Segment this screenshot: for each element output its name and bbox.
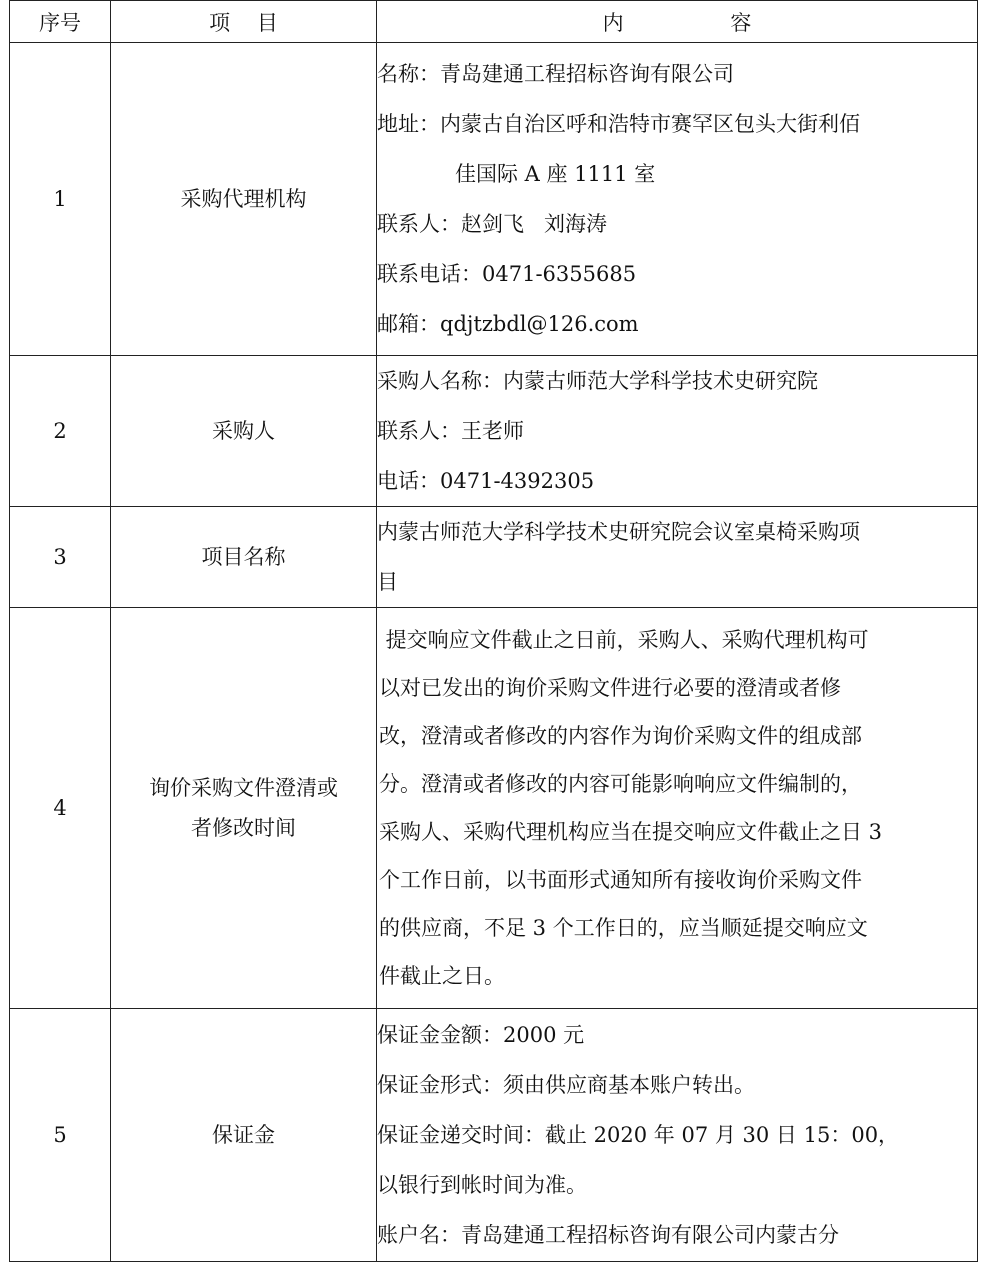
row-number: 2 (10, 356, 111, 507)
content-line: 件截止之日。 (379, 964, 505, 988)
row-content (377, 1009, 978, 1262)
content-line: 的供应商，不足 3 个工作日的，应当顺延提交响应文 (379, 916, 868, 940)
content-line: 名称：青岛建通工程招标咨询有限公司 (377, 62, 734, 86)
content-line: 账户名：青岛建通工程招标咨询有限公司内蒙古分 (377, 1223, 839, 1247)
content-line: 保证金金额：2000 元 (377, 1023, 585, 1047)
header-content: 内 容 (377, 1, 978, 43)
row-item: 保证金 (111, 1009, 377, 1262)
row-item-line: 者修改时间 (191, 816, 296, 840)
row-item-line: 询价采购文件澄清或 (149, 776, 338, 800)
row-content (377, 356, 978, 507)
content-line: 地址：内蒙古自治区呼和浩特市赛罕区包头大街利佰 (377, 112, 860, 136)
content-line: 保证金递交时间：截止 2020 年 07 月 30 日 15：00， (377, 1123, 900, 1147)
header-no: 序号 (10, 1, 111, 43)
content-line: 目 (377, 570, 398, 594)
table-row (10, 507, 978, 608)
content-line: 内蒙古师范大学科学技术史研究院会议室桌椅采购项 (377, 520, 860, 544)
row-content (377, 608, 978, 1009)
row-number: 5 (10, 1009, 111, 1262)
row-number: 1 (10, 43, 111, 356)
content-line: 以对已发出的询价采购文件进行必要的澄清或者修 (379, 676, 841, 700)
row-item: 项目名称 (111, 507, 377, 608)
content-line: 联系人：赵剑飞 刘海涛 (377, 212, 608, 236)
content-line: 联系电话：0471-6355685 (377, 262, 637, 286)
row-number: 4 (10, 608, 111, 1009)
content-line: 个工作日前，以书面形式通知所有接收询价采购文件 (379, 868, 862, 892)
table-row (10, 608, 978, 1009)
content-line: 分。澄清或者修改的内容可能影响响应文件编制的， (379, 772, 862, 796)
row-item: 采购人 (111, 356, 377, 507)
table-row (10, 356, 978, 507)
content-line: 邮箱：qdjtzbdl@126.com (377, 312, 639, 336)
header-row (10, 1, 978, 43)
content-line: 佳国际 A 座 1111 室 (455, 162, 656, 186)
row-content (377, 507, 978, 608)
row-item (111, 608, 377, 1009)
header-item: 项 目 (111, 1, 377, 43)
info-table (9, 0, 978, 1262)
content-line: 提交响应文件截止之日前，采购人、采购代理机构可 (379, 628, 869, 652)
table-row (10, 43, 978, 356)
row-item: 采购代理机构 (111, 43, 377, 356)
content-line: 以银行到帐时间为准。 (377, 1173, 587, 1197)
content-line: 采购人名称：内蒙古师范大学科学技术史研究院 (377, 369, 818, 393)
content-line: 电话：0471-4392305 (377, 469, 595, 493)
content-line: 联系人：王老师 (377, 419, 524, 443)
content-line: 改，澄清或者修改的内容作为询价采购文件的组成部 (379, 724, 862, 748)
content-line: 保证金形式：须由供应商基本账户转出。 (377, 1073, 755, 1097)
table-row (10, 1009, 978, 1262)
content-line: 采购人、采购代理机构应当在提交响应文件截止之日 3 (379, 820, 883, 844)
row-content (377, 43, 978, 356)
row-number: 3 (10, 507, 111, 608)
